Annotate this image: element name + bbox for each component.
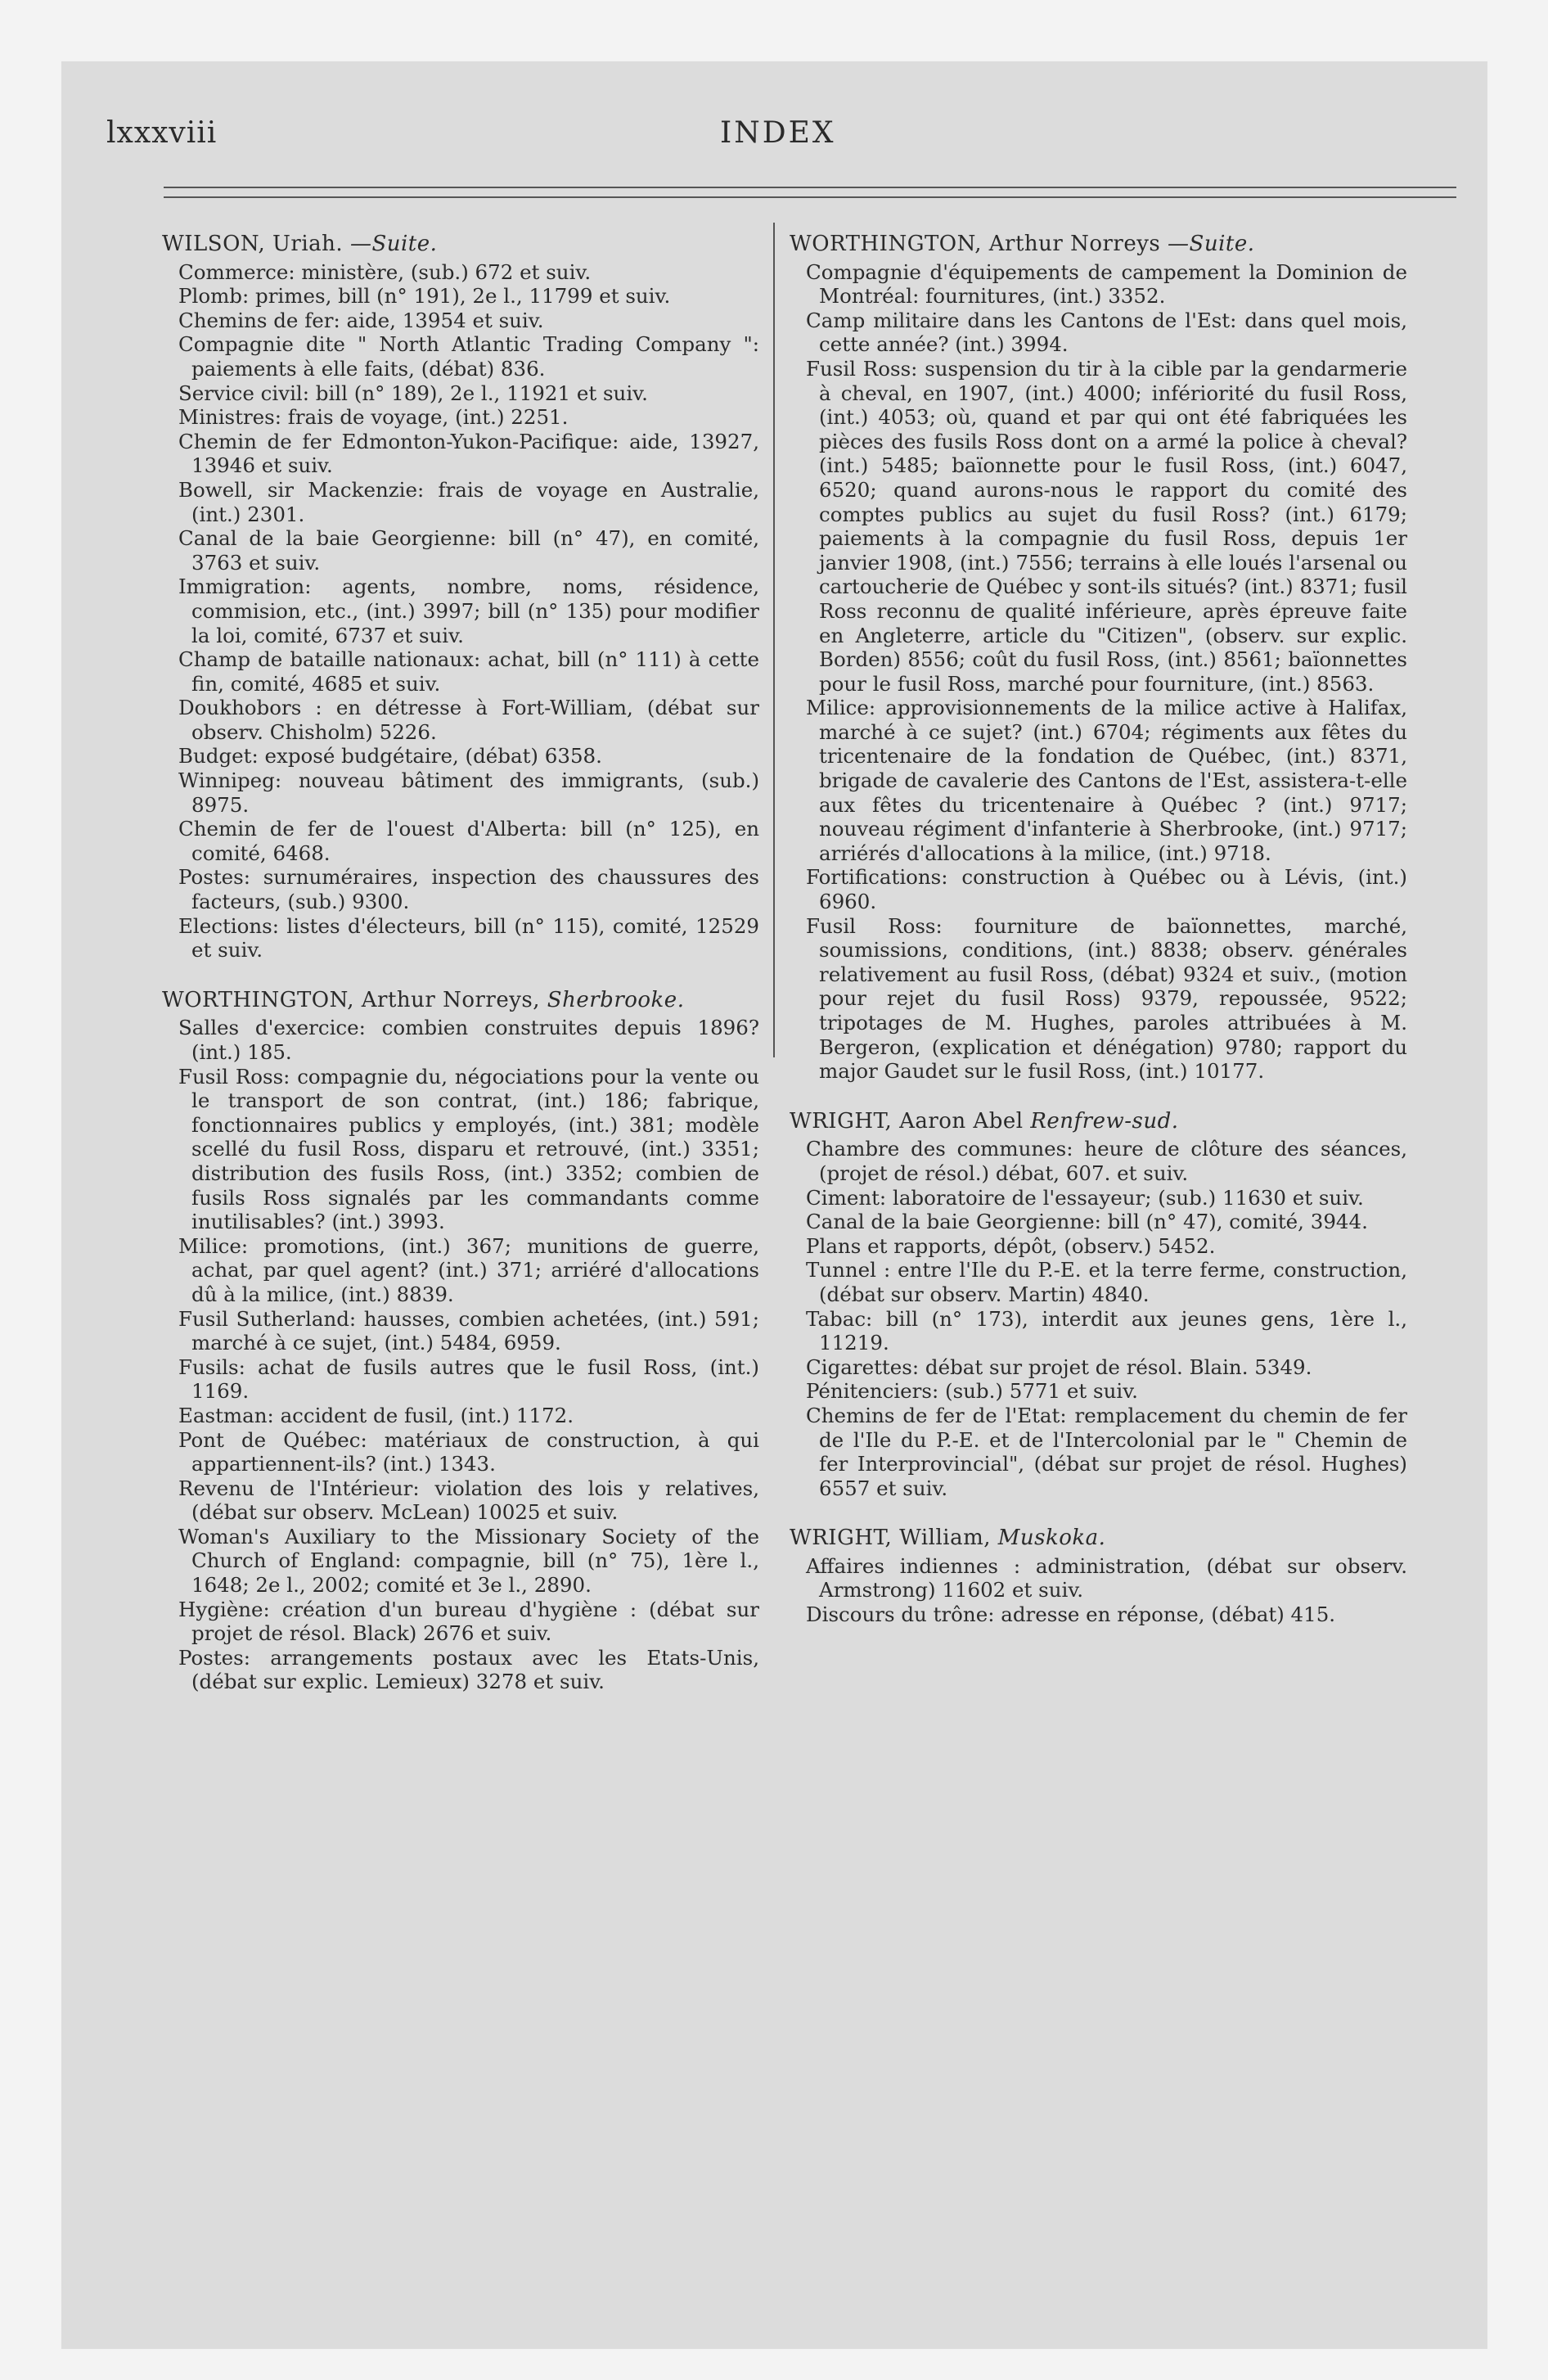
page-title: INDEX	[720, 116, 836, 150]
entry-name: WORTHINGTON, Arthur Norreys	[790, 232, 1161, 256]
entry-riding: —Suite.	[1168, 232, 1255, 256]
index-subentry: Ministres: frais de voyage, (int.) 2251.	[178, 405, 569, 430]
index-subentry: Chemins de fer: aide, 13954 et suiv.	[178, 308, 544, 332]
index-subentry: Fusil Ross: compagnie du, négociations pour la vente ou le transport de son contrat, (int.) 186; fabrique, fonctionnaires publics y employés, (int.) 381; modèle scellé du fusil Ross, disparu et retrouvé, (int.) 3351; distribution des fusils Ross, (int.) 3352; combien de fusils Ross signalés par les commandants comme inutilisables? (int.) 3993.	[178, 1064, 759, 1234]
entry-items	[162, 260, 759, 962]
entry-items	[790, 260, 1407, 1084]
header-rule	[164, 187, 1456, 188]
index-subentry: Tabac: bill (n° 173), interdit aux jeunes gens, 1ère l., 11219.	[806, 1306, 1407, 1355]
index-entry	[790, 232, 1407, 1084]
left-column	[162, 232, 759, 1720]
index-subentry: Commerce: ministère, (sub.) 672 et suiv.	[178, 259, 592, 284]
index-subentry: Pont de Québec: matériaux de construction, à qui appartiennent-ils? (int.) 1343.	[178, 1427, 759, 1476]
entry-name: WRIGHT, William,	[790, 1526, 992, 1551]
entry-heading	[790, 232, 1407, 257]
index-subentry: Elections: listes d'électeurs, bill (n° 115), comité, 12529 et suiv.	[178, 913, 759, 962]
index-subentry: Discours du trône: adresse en réponse, (débat) 415.	[806, 1602, 1336, 1627]
entry-name: WRIGHT, Aaron Abel	[790, 1108, 1024, 1134]
index-subentry: Cigarettes: débat sur projet de résol. Blain. 5349.	[806, 1355, 1312, 1379]
index-subentry: Salles d'exercice: combien construites depuis 1896? (int.) 185.	[178, 1016, 759, 1064]
index-subentry: Compagnie d'équipements de campement la Dominion de Montréal: fournitures, (int.) 3352.	[806, 259, 1407, 309]
index-subentry: Fusils: achat de fusils autres que le fusil Ross, (int.) 1169.	[178, 1355, 759, 1404]
index-subentry: Eastman: accident de fusil, (int.) 1172.	[178, 1403, 574, 1427]
index-subentry: Chambre des communes: heure de clôture des séances, (projet de résol.) débat, 607. et suiv.	[806, 1137, 1407, 1185]
index-subentry: Chemins de fer de l'Etat: remplacement du chemin de fer de l'Ile du P.-E. et de l'Intercolonial par le " Chemin de fer Interprovincial", (débat sur projet de résol. Hughes) 6557 et suiv.	[806, 1403, 1407, 1500]
entry-name: WORTHINGTON, Arthur Norreys,	[162, 987, 541, 1012]
index-subentry: Woman's Auxiliary to the Missionary Society of the Church of England: compagnie, bill (n° 75), 1ère l., 1648; 2e l., 2002; comité et 3e l., 2890.	[178, 1524, 759, 1598]
page-header	[106, 116, 1440, 165]
index-entry	[162, 232, 759, 962]
header-rule-lower	[164, 196, 1456, 198]
index-subentry: Canal de la baie Georgienne: bill (n° 47), en comité, 3763 et suiv.	[178, 526, 759, 575]
page-number: lxxxviii	[106, 116, 218, 150]
column-divider	[773, 223, 775, 1057]
entry-items	[790, 1554, 1407, 1627]
entry-heading	[162, 232, 759, 257]
index-subentry: Postes: arrangements postaux avec les Etats-Unis, (débat sur explic. Lemieux) 3278 et suiv.	[178, 1645, 759, 1694]
entry-riding: —Suite.	[349, 232, 438, 256]
index-subentry: Service civil: bill (n° 189), 2e l., 11921 et suiv.	[178, 381, 648, 405]
entry-heading	[162, 989, 759, 1013]
index-subentry: Hygiène: création d'un bureau d'hygiène : (débat sur projet de résol. Black) 2676 et suiv.	[178, 1597, 759, 1646]
entry-items	[790, 1137, 1407, 1500]
right-column	[790, 232, 1407, 1653]
index-subentry: Immigration: agents, nombre, noms, résidence, commision, etc., (int.) 3997; bill (n° 135) pour modifier la loi, comité, 6737 et suiv.	[178, 575, 759, 647]
index-subentry: Postes: surnuméraires, inspection des chaussures des facteurs, (sub.) 9300.	[178, 865, 759, 914]
index-entry	[162, 989, 759, 1694]
index-subentry: Fusil Ross: fourniture de baïonnettes, marché, soumissions, conditions, (int.) 8838; observ. générales relativement au fusil Ross, (débat) 9324 et suiv., (motion pour rejet du fusil Ross) 9379, repoussée, 9522; tripotages de M. Hughes, paroles attribuées à M. Bergeron, (explication et dénégation) 9780; rapport du major Gaudet sur le fusil Ross, (int.) 10177.	[806, 913, 1407, 1084]
entry-riding: Sherbrooke.	[547, 987, 685, 1012]
entry-items	[162, 1016, 759, 1694]
index-subentry: Doukhobors : en détresse à Fort-William, (débat sur observ. Chisholm) 5226.	[178, 696, 759, 744]
entry-heading	[790, 1526, 1407, 1551]
index-subentry: Champ de bataille nationaux: achat, bill (n° 111) à cette fin, comité, 4685 et suiv.	[178, 647, 759, 696]
index-subentry: Revenu de l'Intérieur: violation des lois y relatives, (débat sur observ. McLean) 10025 et suiv.	[178, 1476, 759, 1525]
index-entry	[790, 1526, 1407, 1626]
index-subentry: Milice: promotions, (int.) 367; munitions de guerre, achat, par quel agent? (int.) 371; arriéré d'allocations dû à la milice, (int.) 8839.	[178, 1233, 759, 1306]
index-subentry: Canal de la baie Georgienne: bill (n° 47), comité, 3944.	[806, 1210, 1368, 1234]
index-subentry: Pénitenciers: (sub.) 5771 et suiv.	[806, 1379, 1138, 1404]
index-subentry: Budget: exposé budgétaire, (débat) 6358.	[178, 744, 602, 769]
index-subentry: Affaires indiennes : administration, (débat sur observ. Armstrong) 11602 et suiv.	[806, 1553, 1407, 1602]
index-subentry: Fusil Ross: suspension du tir à la cible par la gendarmerie à cheval, en 1907, (int.) 4000; infériorité du fusil Ross, (int.) 4053; où, quand et par qui ont été fabriquées les pièces des fusils Ross dont on a armé la police à cheval? (int.) 5485; baïonnette pour le fusil Ross, (int.) 6047, 6520; quand aurons-nous le rapport du comité des comptes publics au sujet du fusil Ross? (int.) 6179; paiements à la compagnie du fusil Ross, depuis 1er janvier 1908, (int.) 7556; terrains à elle loués l'arsenal ou cartoucherie de Québec y sont-ils situés? (int.) 8371; fusil Ross reconnu de qualité inférieure, après épreuve faite en Angleterre, article du "Citizen", (observ. sur explic. Borden) 8556; coût du fusil Ross, (int.) 8561; baïonnettes pour le fusil Ross, marché pour fourniture, (int.) 8563.	[806, 356, 1407, 696]
index-subentry: Fortifications: construction à Québec ou à Lévis, (int.) 6960.	[806, 865, 1407, 914]
index-subentry: Chemin de fer de l'ouest d'Alberta: bill (n° 125), en comité, 6468.	[178, 817, 759, 865]
entry-riding: Muskoka.	[997, 1526, 1106, 1551]
index-subentry: Compagnie dite " North Atlantic Trading Company ": paiements à elle faits, (débat) 836.	[178, 332, 759, 381]
index-subentry: Tunnel : entre l'Ile du P.-E. et la terre ferme, construction, (débat sur observ. Martin) 4840.	[806, 1258, 1407, 1306]
index-subentry: Fusil Sutherland: hausses, combien achetées, (int.) 591; marché à ce sujet, (int.) 5484, 6959.	[178, 1306, 759, 1355]
index-subentry: Camp militaire dans les Cantons de l'Est: dans quel mois, cette année? (int.) 3994.	[806, 308, 1407, 357]
index-subentry: Winnipeg: nouveau bâtiment des immigrants, (sub.) 8975.	[178, 769, 759, 817]
index-subentry: Bowell, sir Mackenzie: frais de voyage en Australie, (int.) 2301.	[178, 477, 759, 526]
index-subentry: Ciment: laboratoire de l'essayeur; (sub.) 11630 et suiv.	[806, 1185, 1364, 1210]
index-subentry: Plans et rapports, dépôt, (observ.) 5452.	[806, 1233, 1216, 1258]
index-subentry: Chemin de fer Edmonton-Yukon-Pacifique: aide, 13927, 13946 et suiv.	[178, 429, 759, 478]
index-subentry: Milice: approvisionnements de la milice active à Halifax, marché à ce sujet? (int.) 6704; régiments aux fêtes du tricentenaire de la fondation de Québec, (int.) 8371, brigade de cavalerie des Cantons de l'Est, assistera-t-elle aux fêtes du tricentenaire à Québec ? (int.) 9717; nouveau régiment d'infanterie à Sherbrooke, (int.) 9717; arriérés d'allocations à la milice, (int.) 9718.	[806, 696, 1407, 865]
index-subentry: Plomb: primes, bill (n° 191), 2e l., 11799 et suiv.	[178, 284, 671, 309]
entry-heading	[790, 1110, 1407, 1134]
entry-name: WILSON, Uriah.	[162, 232, 344, 256]
index-entry	[790, 1110, 1407, 1501]
entry-riding: Renfrew-sud.	[1030, 1108, 1179, 1134]
